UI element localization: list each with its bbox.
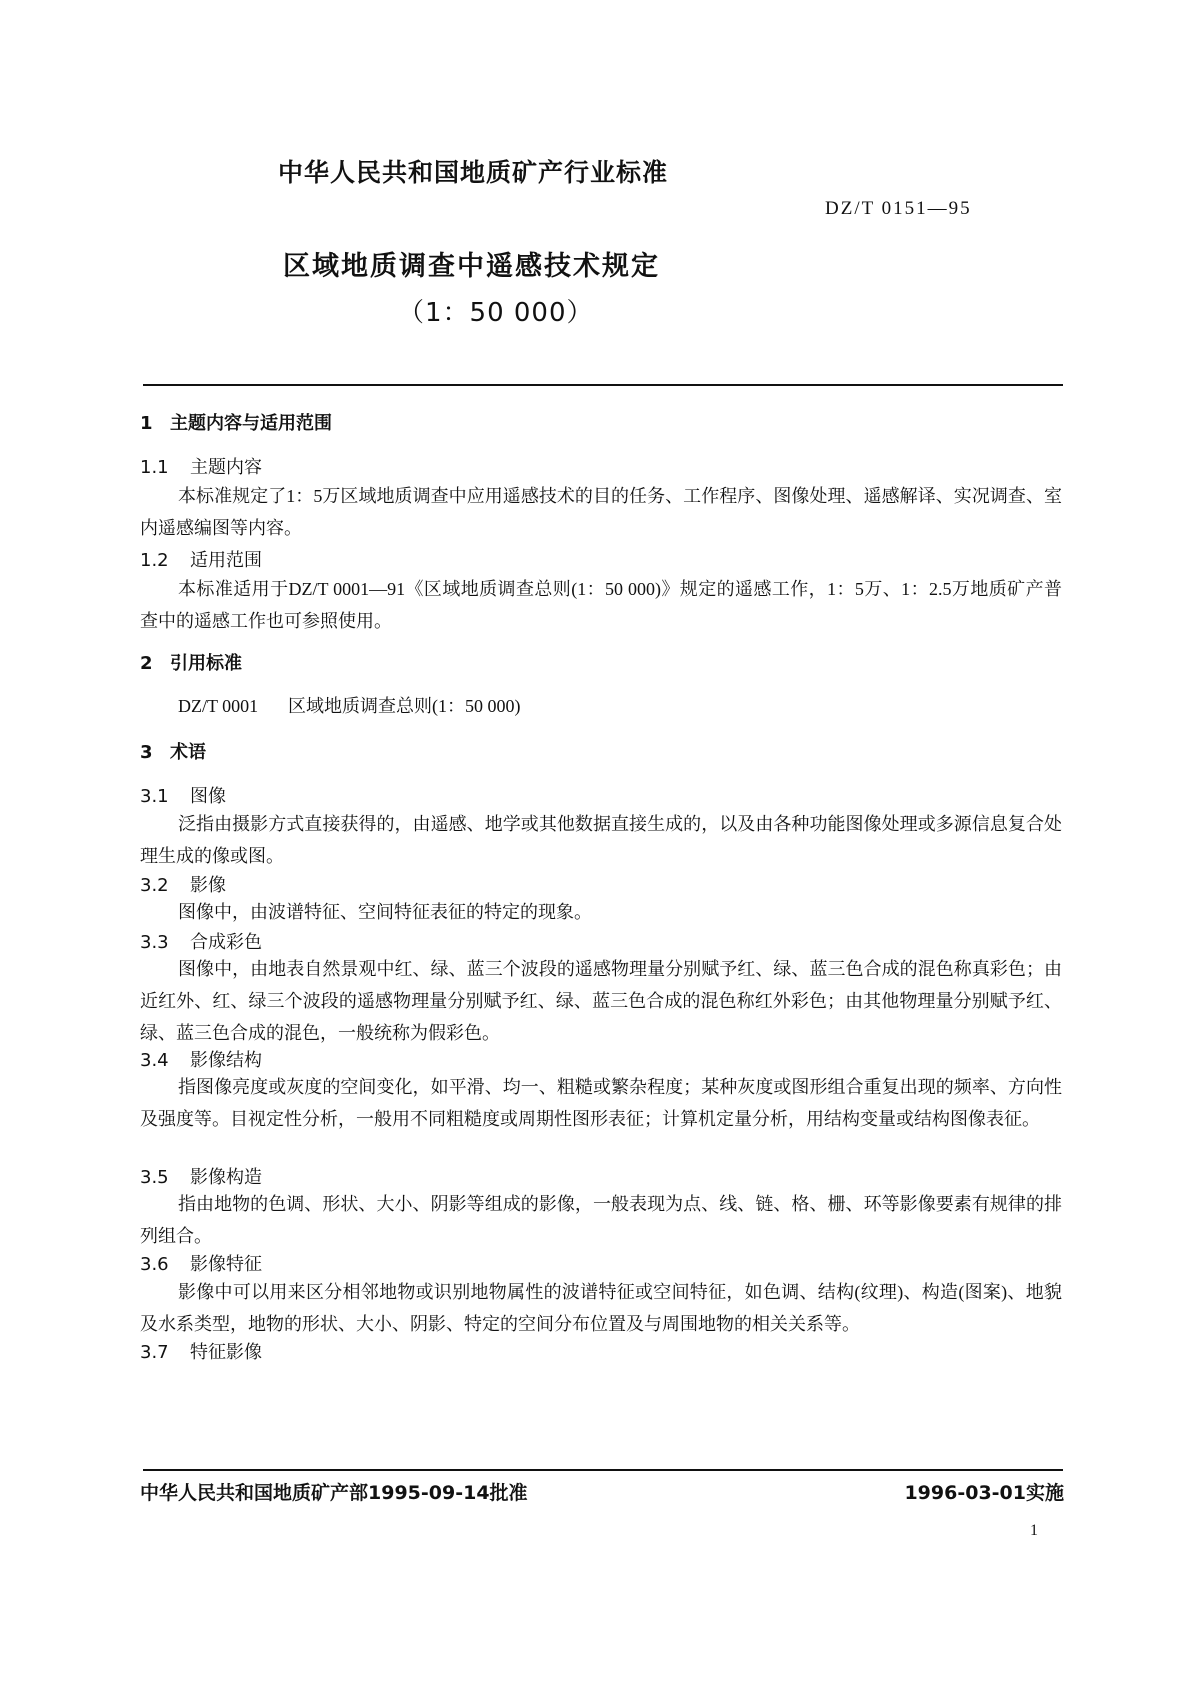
page-number: 1 [1030,1522,1038,1539]
section-title: 术语 [170,742,206,763]
section-number: 3.7 [140,1342,169,1363]
section-1-heading [140,409,332,435]
section-title: 影像构造 [190,1167,262,1188]
reference-title: 区域地质调查总则(1：50 000) [288,696,521,716]
standard-code: DZ/T 0151—95 [825,198,972,219]
section-number: 3.1 [140,786,169,807]
section-3-heading [140,738,206,764]
section-3-3-heading [140,928,262,954]
section-number: 3.3 [140,932,169,953]
section-3-5-text: 指由地物的色调、形状、大小、阴影等组成的影像，一般表现为点、线、链、格、栅、环等影像要素有规律的排列组合。 [140,1194,1062,1246]
section-1-1-text: 本标准规定了1：5万区域地质调查中应用遥感技术的目的任务、工作程序、图像处理、遥感解译、实况调查、室内遥感编图等内容。 [140,486,1062,538]
section-3-4-heading [140,1046,262,1072]
section-1-1-heading [140,453,262,479]
approval-line: 中华人民共和国地质矿产部1995-09-14批准 [140,1482,528,1504]
section-title: 适用范围 [190,550,262,571]
section-number: 1 [140,413,153,434]
section-number: 3.5 [140,1167,169,1188]
section-number: 3 [140,742,153,763]
section-3-5-heading [140,1163,262,1189]
section-title: 图像 [190,786,226,807]
section-title: 引用标准 [170,653,242,674]
section-title: 影像特征 [190,1254,262,1275]
effective-date: 1996-03-01实施 [904,1482,1064,1504]
standard-organization: 中华人民共和国地质矿产行业标准 [278,158,669,187]
section-1-2-heading [140,546,262,572]
section-3-2-text: 图像中，由波谱特征、空间特征表征的特定的现象。 [178,902,592,922]
section-title: 合成彩色 [190,932,262,953]
section-title: 特征影像 [190,1342,262,1363]
section-title: 主题内容与适用范围 [170,413,332,434]
section-number: 1.1 [140,457,169,478]
section-title: 影像 [190,875,226,896]
reference-entry [178,692,521,718]
section-3-4-text: 指图像亮度或灰度的空间变化，如平滑、均一、粗糙或繁杂程度；某种灰度或图形组合重复出现的频率、方向性及强度等。目视定性分析，一般用不同粗糙度或周期性图形表征；计算机定量分析，用结构变量或结构图像表征。 [140,1077,1062,1129]
section-number: 3.6 [140,1254,169,1275]
section-3-6-heading [140,1250,262,1276]
section-title: 影像结构 [190,1050,262,1071]
section-3-7-heading [140,1338,262,1364]
section-3-6-text: 影像中可以用来区分相邻地物或识别地物属性的波谱特征或空间特征，如色调、结构(纹理)、构造(图案)、地貌及水系类型，地物的形状、大小、阴影、特定的空间分布位置及与周围地物的相关关系等。 [140,1282,1062,1334]
section-title: 主题内容 [190,457,262,478]
header-divider [143,384,1063,386]
section-3-1-heading [140,782,226,808]
document-scale: （1：50 000） [398,298,594,328]
section-3-3-text: 图像中，由地表自然景观中红、绿、蓝三个波段的遥感物理量分别赋予红、绿、蓝三色合成的混色称真彩色；由近红外、红、绿三个波段的遥感物理量分别赋予红、绿、蓝三色合成的混色称红外彩色；由其他物理量分别赋予红、绿、蓝三色合成的混色，一般统称为假彩色。 [140,959,1062,1043]
section-number: 1.2 [140,550,169,571]
document-title: 区域地质调查中遥感技术规定 [283,251,660,282]
section-number: 3.2 [140,875,169,896]
footer-divider [143,1469,1063,1471]
section-number: 2 [140,653,153,674]
section-1-2-text: 本标准适用于DZ/T 0001—91《区域地质调查总则(1：50 000)》规定的遥感工作，1：5万、1：2.5万地质矿产普查中的遥感工作也可参照使用。 [140,579,1062,631]
section-3-2-heading [140,871,226,897]
section-number: 3.4 [140,1050,169,1071]
section-2-heading [140,649,242,675]
reference-code: DZ/T 0001 [178,696,259,716]
section-3-1-text: 泛指由摄影方式直接获得的，由遥感、地学或其他数据直接生成的，以及由各种功能图像处理或多源信息复合处理生成的像或图。 [140,814,1062,866]
